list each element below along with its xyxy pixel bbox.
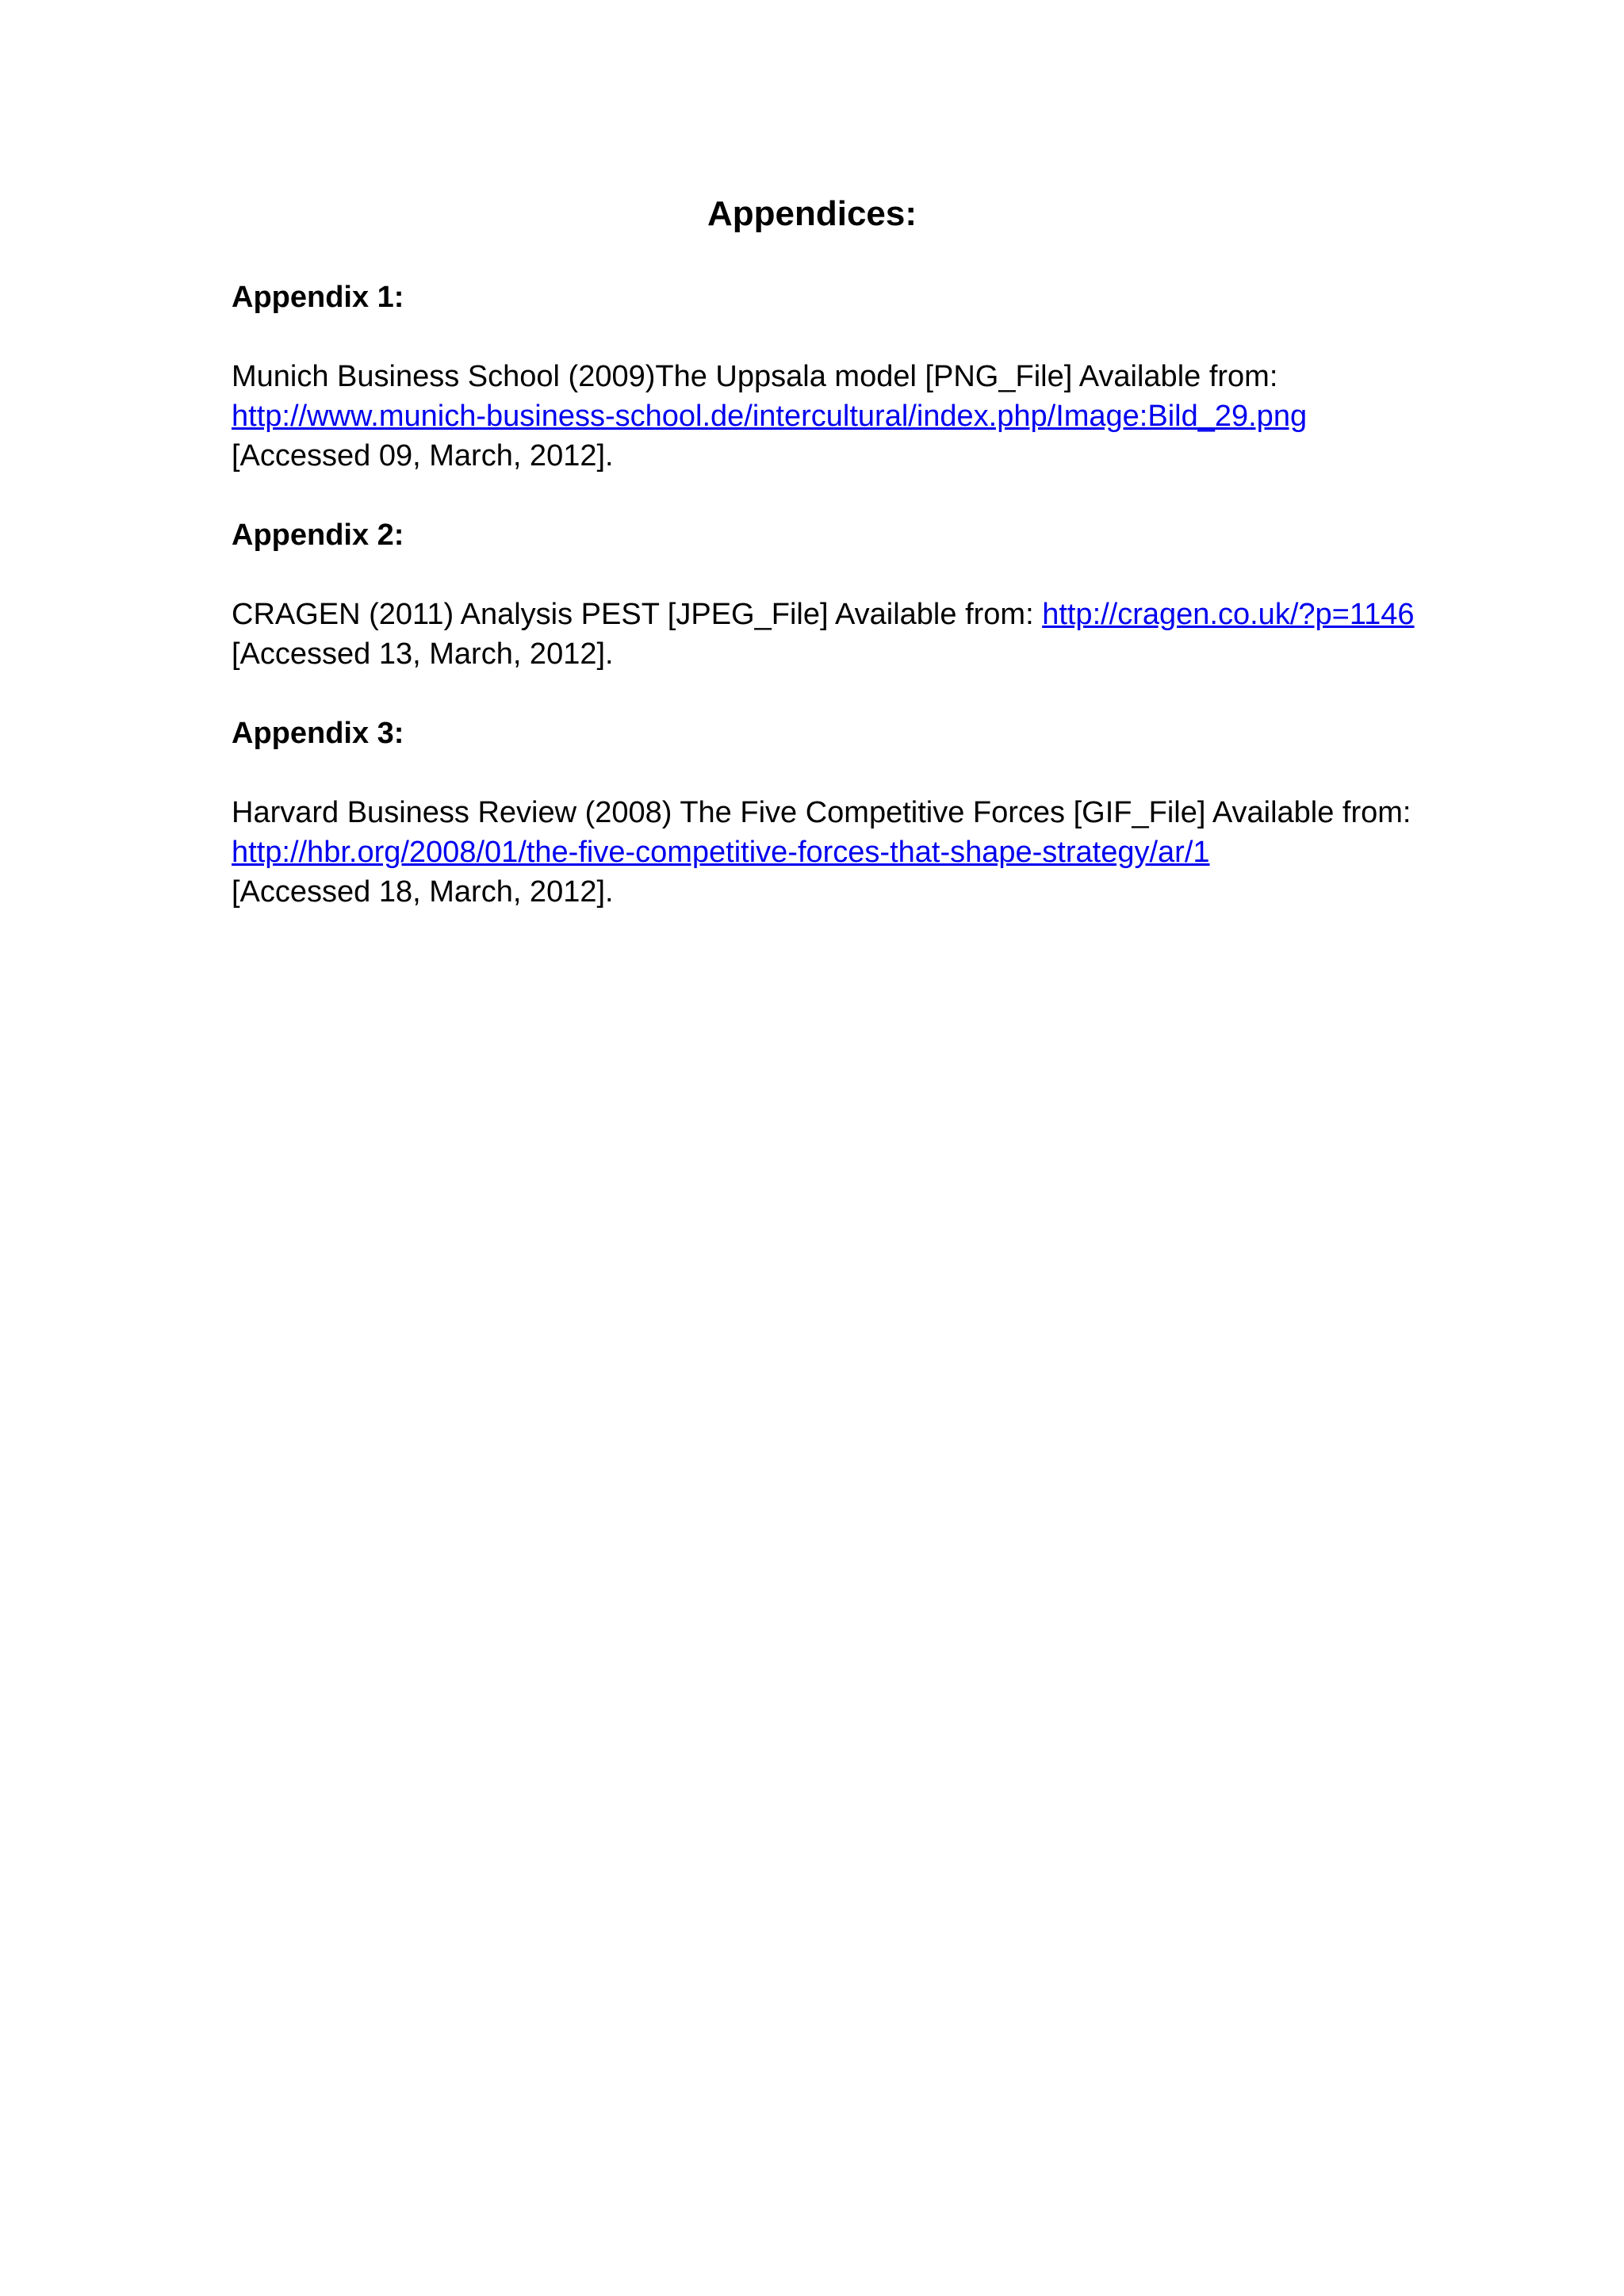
source-link[interactable]: http://www.munich-business-school.de/intercultural/index.php/Image:Bild_29.png xyxy=(232,400,1308,433)
appendices-list xyxy=(232,277,1437,951)
appendix-heading: Appendix 2: xyxy=(232,519,404,552)
citation-text: CRAGEN (2011) Analysis PEST [JPEG_File] Available from: xyxy=(232,598,1043,631)
appendix-1 xyxy=(232,277,1437,476)
appendix-3 xyxy=(232,714,1437,912)
accessed-date: [Accessed 18, March, 2012]. xyxy=(232,875,614,909)
source-link[interactable]: http://cragen.co.uk/?p=1146 xyxy=(1042,598,1415,631)
appendix-citation xyxy=(232,793,1437,912)
accessed-date: [Accessed 09, March, 2012]. xyxy=(232,439,614,473)
citation-text: Munich Business School (2009)The Uppsala model [PNG_File] Available from: xyxy=(232,360,1278,393)
appendix-2 xyxy=(232,515,1437,674)
appendix-citation xyxy=(232,595,1437,674)
source-link[interactable]: http://hbr.org/2008/01/the-five-competitive-forces-that-shape-strategy/ar/1 xyxy=(232,836,1210,869)
appendix-citation xyxy=(232,357,1437,476)
appendix-heading: Appendix 1: xyxy=(232,281,404,314)
page-title: Appendices: xyxy=(707,194,917,233)
accessed-date: [Accessed 13, March, 2012]. xyxy=(232,637,614,671)
citation-text: Harvard Business Review (2008) The Five Competitive Forces [GIF_File] Available from: xyxy=(232,796,1411,829)
appendix-heading: Appendix 3: xyxy=(232,717,404,750)
